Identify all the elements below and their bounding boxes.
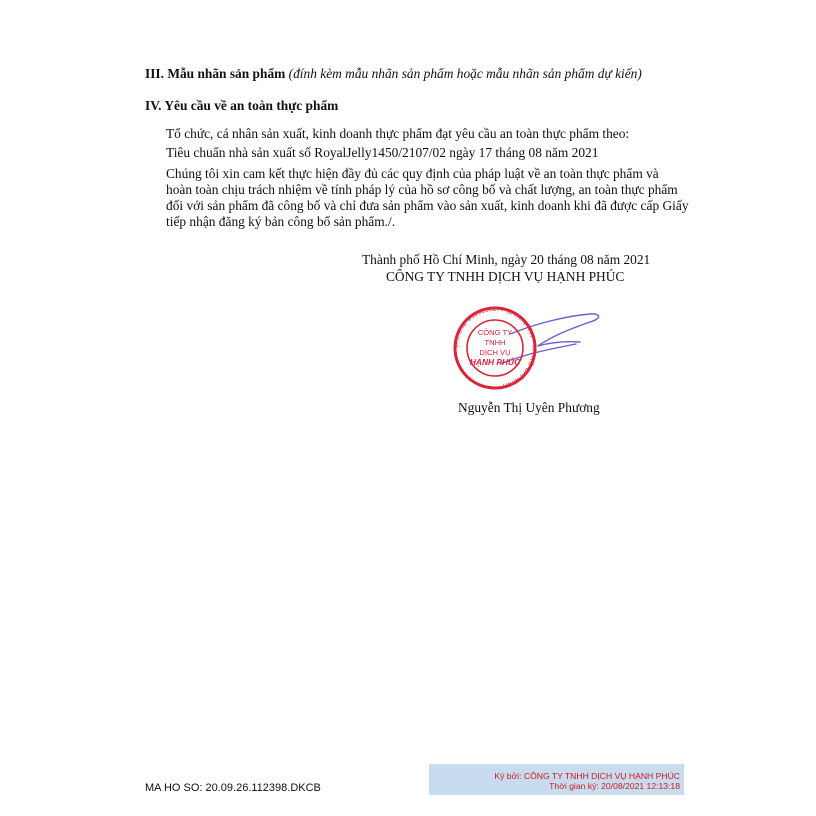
section-3-title — [145, 66, 642, 82]
digital-signature-time: Thời gian ký: 20/08/2021 12:13:18 — [549, 781, 680, 791]
section-3-note: (đính kèm mẫu nhãn sản phẩm hoặc mẫu nhãn sản phẩm dự kiến) — [288, 66, 642, 81]
section-4-line-2: Tiêu chuẩn nhà sản xuất số RoyalJelly1450/2107/02 ngày 17 tháng 08 năm 2021 — [166, 145, 599, 160]
commitment-line-1: Chúng tôi xin cam kết thực hiện đầy đủ các quy định của pháp luật về an toàn thực phẩm và — [166, 166, 659, 181]
seal-center-line-1: CÔNG TY — [477, 328, 513, 337]
digital-signature-box — [429, 764, 684, 795]
place-date: Thành phố Hồ Chí Minh, ngày 20 tháng 08 năm 2021 — [362, 252, 651, 267]
section-4-heading: IV. Yêu cầu về an toàn thực phẩm — [145, 98, 339, 113]
digital-signature-signed-by: Ký bởi: CÔNG TY TNHH DỊCH VỤ HẠNH PHÚC — [494, 771, 680, 781]
seal-center-line-2: TNHH — [484, 338, 506, 347]
commitment-line-3: đối với sản phẩm đã công bố và chỉ đưa sản phẩm vào sản xuất, kinh doanh khi đã được cấp Giấy — [166, 198, 689, 213]
section-3-heading: III. Mẫu nhãn sản phẩm — [145, 66, 286, 81]
signer-name: Nguyễn Thị Uyên Phương — [458, 400, 600, 415]
section-4-line-1: Tổ chức, cá nhân sản xuất, kinh doanh thực phẩm đạt yêu cầu an toàn thực phẩm theo: — [166, 126, 630, 141]
company-seal — [440, 294, 620, 404]
seal-ring-text: M.S.D.N: 0309058277-C.T.T.N.H.H * TP. HỒ CHÍ MINH — [452, 305, 538, 390]
file-code: MA HO SO: 20.09.26.112398.DKCB — [145, 782, 321, 794]
company-name: CÔNG TY TNHH DỊCH VỤ HẠNH PHÚC — [386, 269, 625, 284]
seal-center-line-3: DỊCH VỤ — [479, 348, 511, 357]
commitment-line-2: hoàn toàn chịu trách nhiệm về tính pháp lý của hồ sơ công bố và chất lượng, an toàn thực phẩm — [166, 182, 678, 197]
seal-center-line-4: HẠNH PHÚC — [469, 357, 521, 367]
commitment-line-4: tiếp nhận đăng ký bản công bố sản phẩm./. — [166, 214, 396, 229]
